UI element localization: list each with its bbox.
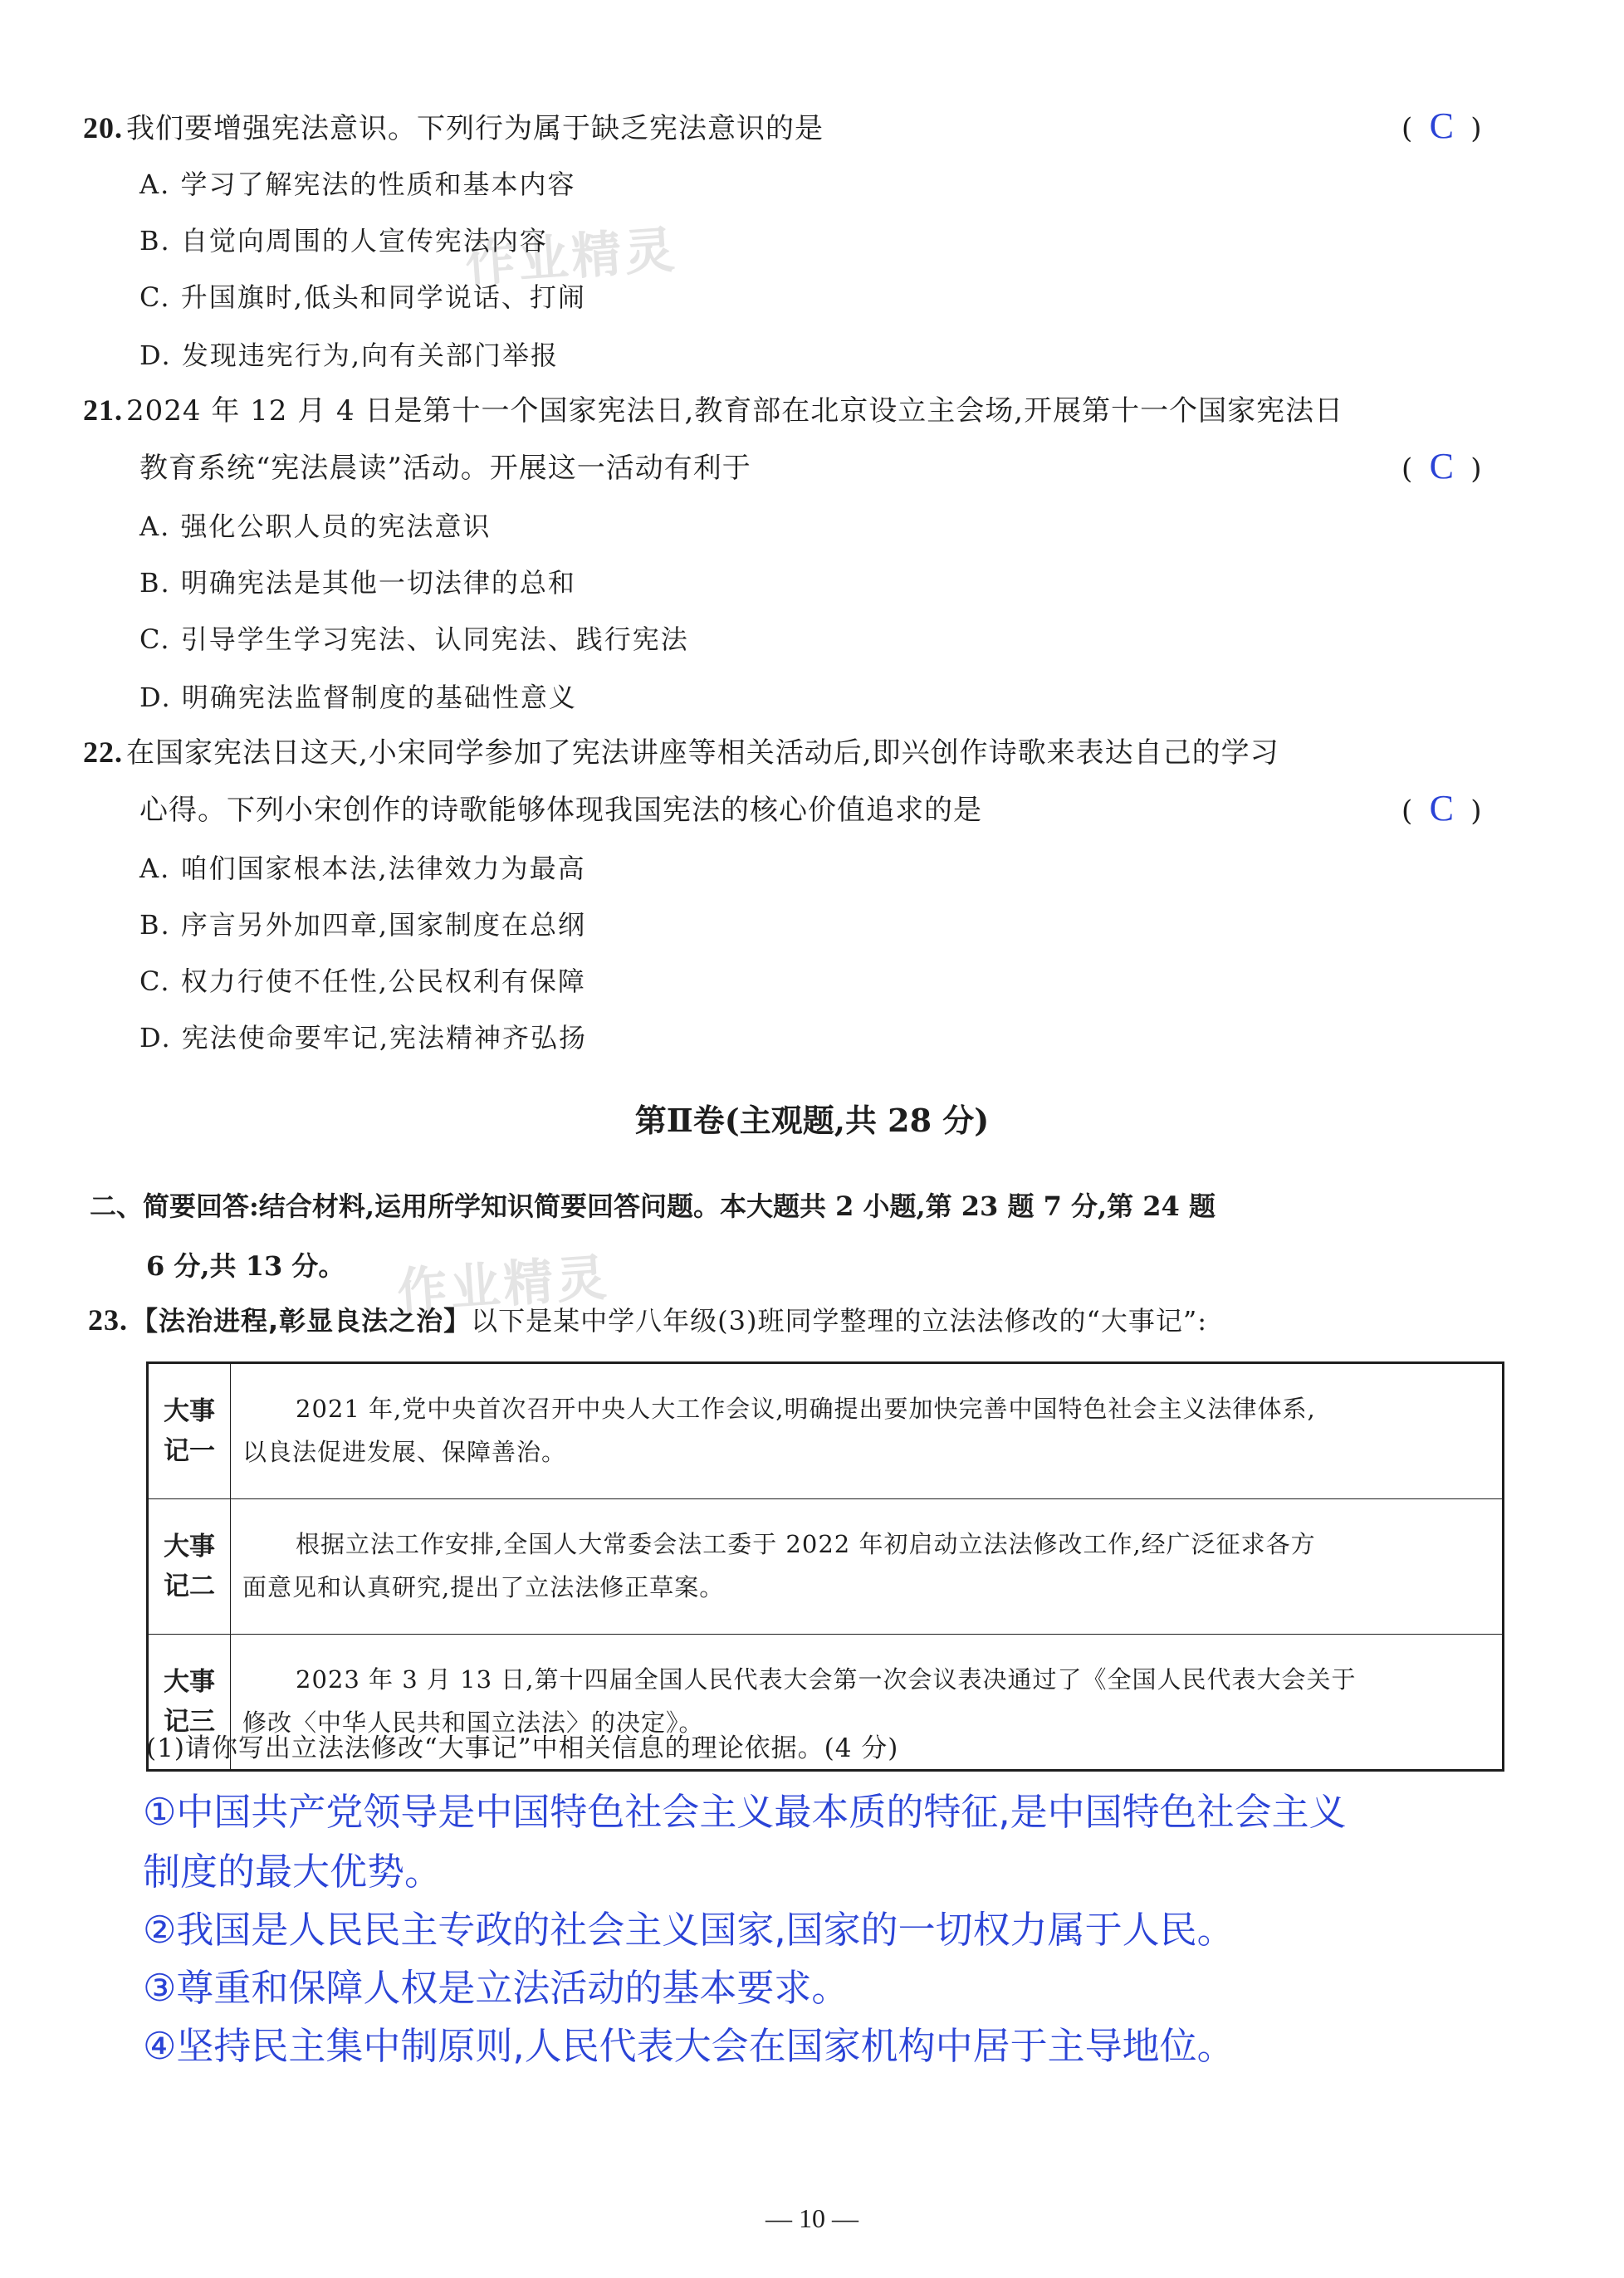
question-number: 21. xyxy=(83,394,123,427)
question-20-option-c: C. 升国旗时,低头和同学说话、打闹 xyxy=(139,281,586,313)
section-2-instruction-line2: 6 分,共 13 分。 xyxy=(146,1250,345,1282)
table-row xyxy=(148,1499,1504,1635)
handwritten-answer-line4: ③尊重和保障人权是立法活动的基本要求。 xyxy=(143,1966,849,2010)
question-22-stem-line1 xyxy=(83,734,1279,771)
question-22-answer: C xyxy=(1429,788,1454,829)
question-23-sub-question-1: (1)请你写出立法法修改“大事记”中相关信息的理论依据。(4 分) xyxy=(146,1733,899,1763)
question-21-option-b: B. 明确宪法是其他一切法律的总和 xyxy=(139,567,576,599)
event-head: 大事 记二 xyxy=(148,1499,231,1635)
section-2-instruction-line1: 二、简要回答:结合材料,运用所学知识简要回答问题。本大题共 2 小题,第 23 题 7 分,第 24 题 xyxy=(90,1190,1216,1222)
question-text: 我们要增强宪法意识。下列行为属于缺乏宪法意识的是 xyxy=(126,112,824,145)
question-21-answer-bracket: ( C ) xyxy=(1401,446,1482,486)
handwritten-answer-line2: 制度的最大优势。 xyxy=(143,1850,443,1894)
question-22-option-c: C. 权力行使不任性,公民权利有保障 xyxy=(139,965,586,997)
question-22-option-b: B. 序言另外加四章,国家制度在总纲 xyxy=(139,909,587,941)
question-number: 23. xyxy=(88,1303,128,1337)
question-20-stem xyxy=(83,110,824,147)
question-20-answer-bracket: ( C ) xyxy=(1401,105,1482,146)
question-21-option-c: C. 引导学生学习宪法、认同宪法、践行宪法 xyxy=(139,623,689,655)
handwritten-answer-line1: ①中国共产党领导是中国特色社会主义最本质的特征,是中国特色社会主义 xyxy=(143,1790,1347,1834)
question-21-stem-line1 xyxy=(83,392,1343,429)
question-22-option-d: D. 宪法使命要牢记,宪法精神齐弘扬 xyxy=(139,1022,588,1053)
question-20-option-a: A. 学习了解宪法的性质和基本内容 xyxy=(139,169,576,200)
question-number: 20. xyxy=(83,111,123,144)
page-number: — 10 — xyxy=(766,2203,858,2233)
question-21-answer: C xyxy=(1429,446,1454,486)
section-2-title: 第Ⅱ卷(主观题,共 28 分) xyxy=(634,1102,990,1139)
question-22-option-a: A. 咱们国家根本法,法律效力为最高 xyxy=(139,853,586,884)
event-body: 2021 年,党中央首次召开中央人大工作会议,明确提出要加快完善中国特色社会主义法律体系, 以良法促进发展、保障善治。 xyxy=(231,1363,1504,1499)
watermark-middle: 作业精灵 xyxy=(395,1249,612,1322)
question-22-stem-line2 xyxy=(139,792,982,829)
table-row xyxy=(148,1363,1504,1499)
question-21-stem-line2 xyxy=(139,450,751,486)
event-head: 大事 记一 xyxy=(148,1363,231,1499)
handwritten-answer-line3: ②我国是人民民主专政的社会主义国家,国家的一切权力属于人民。 xyxy=(143,1908,1235,1952)
question-number: 22. xyxy=(83,736,123,769)
event-body: 根据立法工作安排,全国人大常委会法工委于 2022 年初启动立法法修改工作,经广泛征求各方 面意见和认真研究,提出了立法法修正草案。 xyxy=(231,1499,1504,1635)
question-20-option-d: D. 发现违宪行为,向有关部门举报 xyxy=(139,340,560,371)
question-tag: 【法治进程,彰显良法之治】 xyxy=(131,1305,472,1337)
question-text: 2024 年 12 月 4 日是第十一个国家宪法日,教育部在北京设立主会场,开展第十一个国家宪法日 xyxy=(126,394,1344,428)
question-20-answer: C xyxy=(1429,105,1454,146)
question-22-answer-bracket: ( C ) xyxy=(1401,788,1482,829)
question-text: 以下是某中学八年级(3)班同学整理的立法法修改的“大事记”: xyxy=(471,1305,1208,1337)
question-23-stem xyxy=(88,1302,1207,1339)
question-text: 教育系统“宪法晨读”活动。开展这一活动有利于 xyxy=(139,452,751,485)
question-21-option-a: A. 强化公职人员的宪法意识 xyxy=(139,511,492,542)
event-body: 2023 年 3 月 13 日,第十四届全国人民代表大会第一次会议表决通过了《全国人民代表大会关于 修改〈中华人民共和国立法法〉的决定》。 xyxy=(231,1635,1504,1771)
question-21-option-d: D. 明确宪法监督制度的基础性意义 xyxy=(139,682,577,713)
events-table xyxy=(146,1361,1504,1772)
question-text: 在国家宪法日这天,小宋同学参加了宪法讲座等相关活动后,即兴创作诗歌来表达自己的学习 xyxy=(126,736,1279,770)
handwritten-answer-line5: ④坚持民主集中制原则,人民代表大会在国家机构中居于主导地位。 xyxy=(143,2024,1235,2068)
question-20-option-b: B. 自觉向周围的人宣传宪法内容 xyxy=(139,225,548,257)
question-text: 心得。下列小宋创作的诗歌能够体现我国宪法的核心价值追求的是 xyxy=(139,794,982,827)
event-head: 大事 记三 xyxy=(148,1635,231,1771)
watermark-top: 作业精灵 xyxy=(463,221,680,294)
